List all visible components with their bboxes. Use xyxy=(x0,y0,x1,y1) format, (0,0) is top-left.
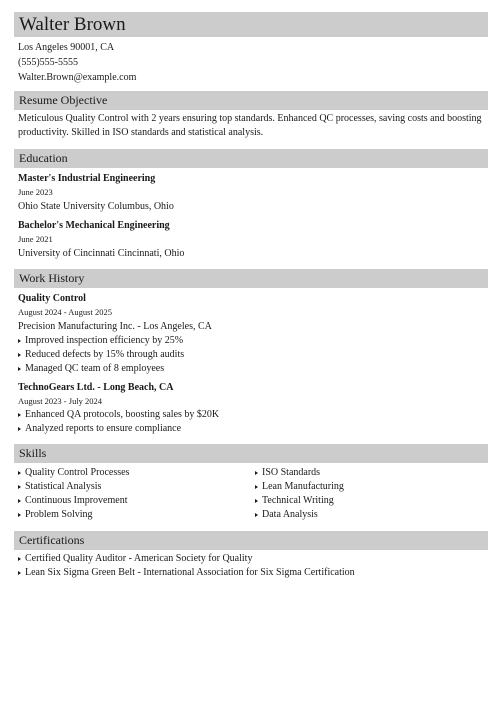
school: Ohio State University Columbus, Ohio xyxy=(18,201,174,212)
education-item xyxy=(14,218,488,261)
objective-text: Meticulous Quality Control with 2 years ensuring top standards. Enhanced QC processes, saving costs and boosting productivity. Skilled in ISO standards and statistical analysis. xyxy=(18,113,482,138)
phone: (555)555-5555 xyxy=(18,57,78,68)
job-company: Precision Manufacturing Inc. - Los Angeles, CA xyxy=(18,321,212,332)
certifications-heading: Certifications xyxy=(14,531,488,550)
list-item: Quality Control Processes xyxy=(14,466,251,480)
list-item: Continuous Improvement xyxy=(14,494,251,508)
job-dates: August 2024 - August 2025 xyxy=(18,307,112,317)
list-item: Analyzed reports to ensure compliance xyxy=(14,422,488,436)
education-date: June 2021 xyxy=(18,234,53,244)
list-item: Statistical Analysis xyxy=(14,480,251,494)
job-entry xyxy=(14,291,488,376)
school: University of Cincinnati Cincinnati, Ohio xyxy=(18,248,185,259)
degree: Bachelor's Mechanical Engineering xyxy=(18,220,170,231)
list-item: Certified Quality Auditor - American Society for Quality xyxy=(14,552,488,566)
list-item: Problem Solving xyxy=(14,508,251,522)
work-heading: Work History xyxy=(14,269,488,288)
job-bullets xyxy=(14,408,488,436)
list-item: Managed QC team of 8 employees xyxy=(14,362,488,376)
resume-page xyxy=(14,12,488,580)
list-item: Enhanced QA protocols, boosting sales by $20K xyxy=(14,408,488,422)
list-item: Technical Writing xyxy=(251,494,488,508)
list-item: Lean Manufacturing xyxy=(251,480,488,494)
job-bullets xyxy=(14,334,488,376)
email: Walter.Brown@example.com xyxy=(18,72,137,83)
list-item: Data Analysis xyxy=(251,508,488,522)
job-entry xyxy=(14,380,488,436)
education-heading: Education xyxy=(14,149,488,168)
skills-columns xyxy=(14,466,488,522)
name-header: Walter Brown xyxy=(14,12,488,37)
list-item: ISO Standards xyxy=(251,466,488,480)
skills-right xyxy=(251,466,488,522)
job-title: Quality Control xyxy=(18,293,86,304)
list-item: Improved inspection efficiency by 25% xyxy=(14,334,488,348)
skills-left xyxy=(14,466,251,522)
address: Los Angeles 90001, CA xyxy=(18,42,115,53)
list-item: Reduced defects by 15% through audits xyxy=(14,348,488,362)
list-item: Lean Six Sigma Green Belt - International Association for Six Sigma Certification xyxy=(14,566,488,580)
job-dates: August 2023 - July 2024 xyxy=(18,396,103,406)
certifications-list xyxy=(14,552,488,580)
objective-heading: Resume Objective xyxy=(14,91,488,110)
education-item xyxy=(14,171,488,214)
degree: Master's Industrial Engineering xyxy=(18,173,156,184)
job-title: TechnoGears Ltd. - Long Beach, CA xyxy=(18,382,174,393)
education-date: June 2023 xyxy=(18,187,53,197)
skills-heading: Skills xyxy=(14,444,488,463)
